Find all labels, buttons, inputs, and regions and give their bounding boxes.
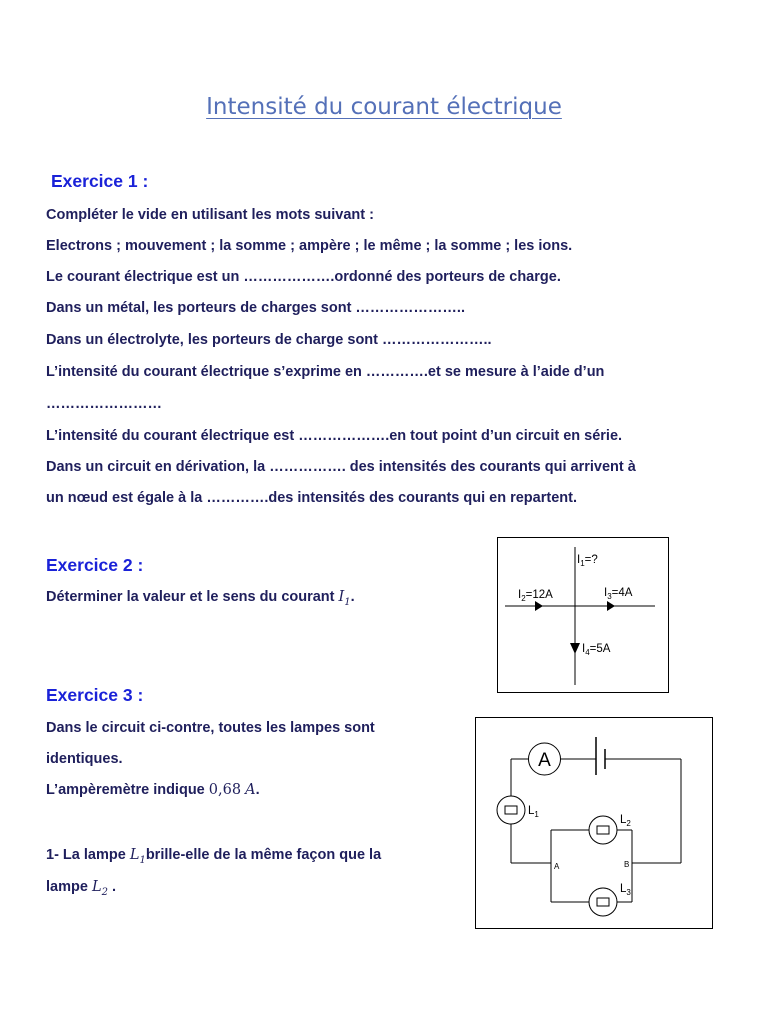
exercise-2-heading: Exercice 2 : <box>46 555 144 575</box>
node-b-label: B <box>624 860 630 869</box>
ammeter-label: A <box>538 750 551 771</box>
lamp-l2-label: $L_2$ <box>620 814 631 828</box>
lamp-l1-label: $L_1$ <box>528 805 539 819</box>
current-node-figure <box>497 537 669 693</box>
lamp-circuit-figure <box>475 717 713 929</box>
exercise-3-line: Dans le circuit ci-contre, toutes les lampes sont <box>46 720 375 736</box>
lamp-l3-icon <box>589 888 617 916</box>
exercise-3-question-1-cont: lampe $L_2$ . <box>46 879 117 898</box>
lamp-symbol: $L_2$ <box>91 879 108 898</box>
lamp-symbol: $L_1$ <box>129 847 146 866</box>
exercise-3-question-1: 1- La lampe $L_1brille$-elle de la même façon que la <box>46 847 382 866</box>
question-text: Déterminer la valeur et le sens du courant <box>46 589 339 605</box>
lamp-l1-icon <box>497 796 525 824</box>
page-title: Intensité du courant électrique <box>206 94 562 120</box>
exercise-1-line: L’intensité du courant électrique est ……………….en tout point d’un circuit en série. <box>46 428 623 444</box>
exercise-1-line: Dans un métal, les porteurs de charges sont ………………….. <box>46 300 465 316</box>
i4-label: $I_4=5A$ <box>582 643 611 657</box>
exercise-2-question: Déterminer la valeur et le sens du courant $I_1$. <box>46 589 355 608</box>
exercise-1-line: …………………… <box>46 396 162 412</box>
exercise-3-line: L’ampèremètre indique 0,68 A. <box>46 782 260 798</box>
exercise-1-line: un nœud est égale à la ………….des intensités des courants qui en repartent. <box>46 490 577 506</box>
exercise-1-line: L’intensité du courant électrique s’exprime en ………….et se mesure à l’aide d’un <box>46 364 605 380</box>
ammeter-value: 0,68 <box>208 782 242 798</box>
exercise-3-heading: Exercice 3 : <box>46 685 144 705</box>
i1-label: $I_1=$? <box>577 554 598 568</box>
exercise-1-line: Dans un électrolyte, les porteurs de charge sont ………………….. <box>46 332 492 348</box>
i3-label: $I_3=4A$ <box>604 587 633 601</box>
lamp-l3-label: $L_3$ <box>620 883 631 897</box>
lamp-l2-icon <box>589 816 617 844</box>
current-symbol: $I_1$ <box>338 589 351 608</box>
exercise-1-line: Compléter le vide en utilisant les mots suivant : <box>46 207 374 223</box>
exercise-1-line: Le courant électrique est un ……………….ordonné des porteurs de charge. <box>46 269 561 285</box>
exercise-1-line: Electrons ; mouvement ; la somme ; ampère ; le même ; la somme ; les ions. <box>46 238 573 254</box>
exercise-3-line: identiques. <box>46 751 123 767</box>
exercise-1-line: Dans un circuit en dérivation, la ……………. des intensités des courants qui arrivent à <box>46 459 636 475</box>
unit-symbol: A <box>245 782 256 798</box>
node-a-label: A <box>554 862 560 871</box>
exercise-1-heading: Exercice 1 : <box>51 171 149 191</box>
i2-label: $I_2=12A$ <box>518 589 553 603</box>
